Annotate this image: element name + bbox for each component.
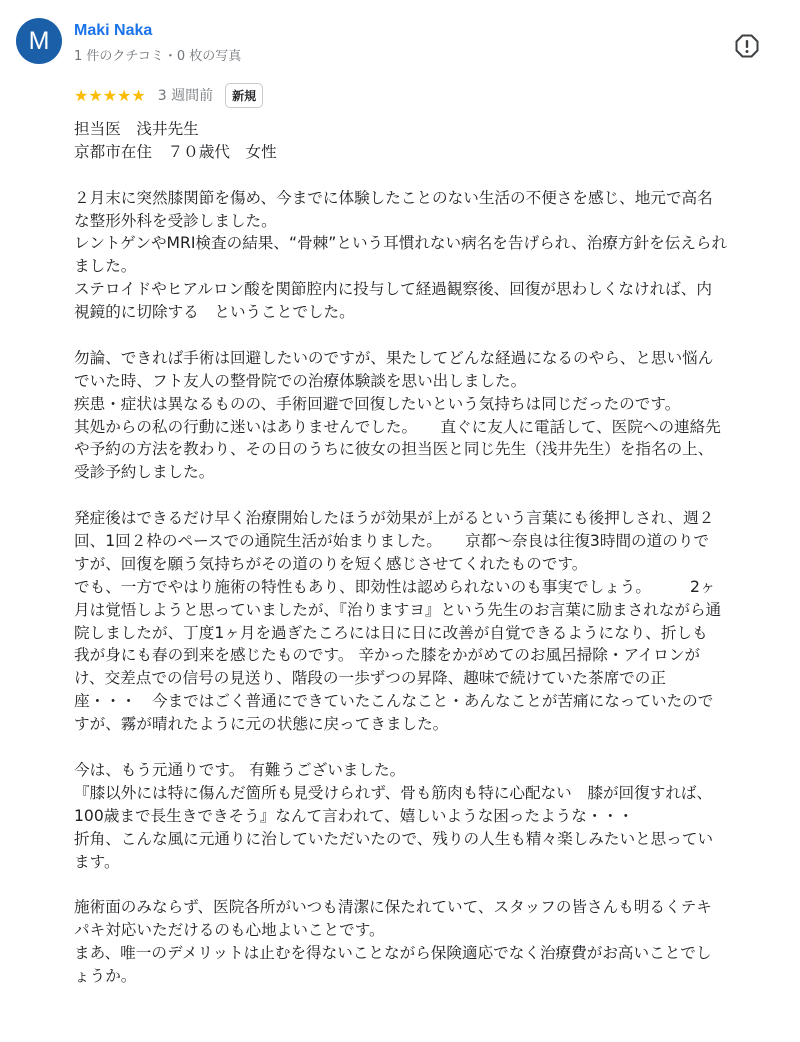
report-review-button[interactable]	[734, 33, 760, 59]
review-text-line: 勿論、できれば手術は回避したいのですが、果たしてどんな経過になるのやら、と思い悩ん	[74, 348, 714, 367]
star-rating: ★★★★★	[74, 85, 146, 105]
reviewer-name-link[interactable]: Maki Naka	[74, 22, 153, 39]
review-text-line: レントゲンやMRI検査の結果、“骨棘”という耳慣れない病名を告げられ、治療方針を伝えられ	[74, 234, 728, 253]
review-text-line: 院しましたが、丁度1ヶ月を過ぎたころには日に日に改善が自覚できるようになり、折しも	[74, 623, 708, 642]
review-text-line: 折角、こんな風に元通りに治していただいたので、残りの人生も精々楽しみたいと思ってい	[74, 829, 714, 848]
new-badge: 新規	[225, 83, 263, 108]
review-text-line: 我が身にも春の到来を感じたものです。 辛かった膝をかがめてのお風呂掃除・アイロンが	[74, 646, 701, 665]
review-text-line: や予約の方法を教わり、その日のうちに彼女の担当医と同じ先生（浅井先生）を指名の上、	[74, 440, 714, 459]
review-text-line: 月は覚悟しようと思っていましたが、『治りますヨ』という先生のお言葉に励まされながら通	[74, 600, 722, 619]
rating-row	[74, 82, 263, 108]
review-text-line: でいた時、フト友人の整骨院での治療体験談を思い出しました。	[74, 371, 527, 390]
review-text-line: 回、1回２枠のペースでの通院生活が始まりました。 京都〜奈良は往復3時間の道のりで	[74, 532, 710, 551]
report-flag-icon	[734, 33, 760, 59]
review-text-line: 『膝以外には特に傷んだ箇所も見受けられず、骨も筋肉も特に心配ない 膝が回復すれば、	[74, 783, 713, 802]
review-text-line: ２月末に突然膝関節を傷め、今までに体験したことのない生活の不便さを感じ、地元で高名	[74, 188, 713, 207]
review-text-line: 座・・・ 今まではごく普通にできていたこんなこと・あんなことが苦痛になっていたので	[74, 692, 714, 711]
review-text-line: 100歳まで長生きできそう』なんて言われて、嬉しいような困ったような・・・	[74, 806, 634, 825]
paragraph-break	[74, 324, 784, 347]
review-text-line: 受診予約しました。	[74, 463, 215, 482]
review-text-line: 視鏡的に切除する ということでした。	[74, 303, 355, 322]
avatar[interactable]: M	[16, 18, 62, 64]
review-text-line: な整形外科を受診しました。	[74, 211, 277, 230]
review-text-line: すが、霧が晴れたように元の状態に戻ってきました。	[74, 715, 449, 734]
review-text-line: 発症後はできるだけ早く治療開始したほうが効果が上がるという言葉にも後押しされ、週２	[74, 509, 715, 528]
review-text-line: ょうか。	[74, 966, 137, 985]
paragraph-break	[74, 164, 784, 187]
review-text-line: パキ対応いただけるのも心地よいことです。	[74, 921, 385, 940]
review-text-line: ステロイドやヒアルロン酸を関節腔内に投与して経過観察後、回復が思わしくなければ、内	[74, 280, 712, 299]
review-text-line: ます。	[74, 852, 120, 871]
paragraph-break	[74, 484, 784, 507]
review-text-line: 疾患・症状は異なるものの、手術回避で回復したいという気持ちは同じだったのです。	[74, 394, 681, 413]
review-text-line: でも、一方でやはり施術の特性もあり、即効性は認められないのも事実でしょう。 2ヶ	[74, 577, 716, 596]
review-text-line: すが、回復を願う気持ちがその道のりを短く感じさせてくれたものです。	[74, 554, 588, 573]
review-text-line: 京都市在住 ７０歳代 女性	[74, 142, 277, 161]
review-text-line: まあ、唯一のデメリットは止むを得ないことながら保険適応でなく治療費がお高いことでし	[74, 944, 712, 963]
review-text-line: 施術面のみならず、医院各所がいつも清潔に保たれていて、スタッフの皆さんも明るくテキ	[74, 898, 712, 917]
paragraph-break	[74, 873, 784, 896]
review-text	[74, 118, 784, 988]
review-text-line: 其処からの私の行動に迷いはありませんでした。 直ぐに友人に電話して、医院への連絡先	[74, 417, 721, 436]
review-text-line: ました。	[74, 257, 137, 276]
reviewer-meta: 1 件のクチコミ・0 枚の写真	[74, 49, 242, 64]
review-date: 3 週間前	[157, 88, 214, 104]
review-text-line: け、交差点での信号の見送り、階段の一歩ずつの昇降、趣味で続けていた茶席での正	[74, 669, 666, 688]
paragraph-break	[74, 736, 784, 759]
review-text-line: 今は、もう元通りです。 有難うございました。	[74, 760, 406, 779]
review-text-line: 担当医 浅井先生	[74, 120, 199, 138]
